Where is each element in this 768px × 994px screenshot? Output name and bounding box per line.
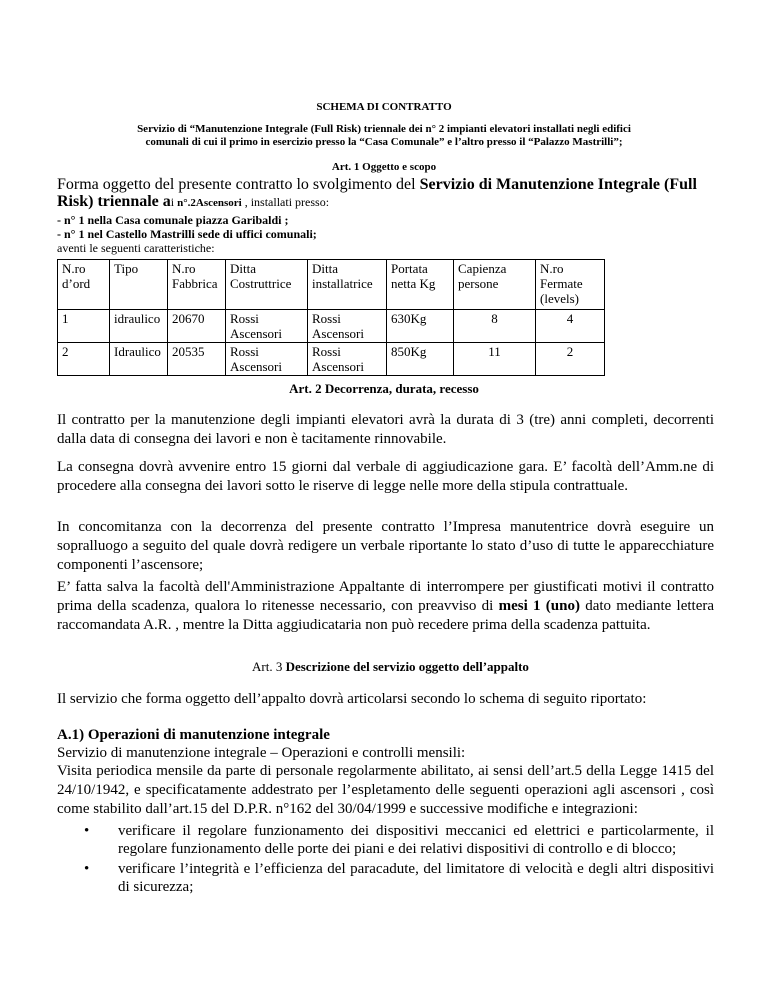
list-item-text: verificare il regolare funzionamento dei dispositivi meccanici ed elettrici e particolarmente, il regolare funzionamento delle porte dei piani e dei relativi dispositivi di controllo e di blocco; bbox=[118, 823, 714, 857]
a1-subheading: Servizio di manutenzione integrale – Operazioni e controlli mensili: bbox=[57, 745, 466, 761]
table-header-cell: N.ro Fermate (levels) bbox=[536, 260, 605, 310]
art2-p4-text: E’ fatta salva la facoltà dell'Amministrazione Appaltante di interrompere per giustificati motivi il contratto prima della scadenza, qualora lo ritenesse necessario, con preavviso di bbox=[57, 579, 714, 614]
art3-heading bbox=[252, 659, 529, 674]
table-cell: 11 bbox=[454, 343, 536, 376]
table-header-cell: Ditta installatrice bbox=[308, 260, 387, 310]
table-cell: idraulico bbox=[110, 310, 168, 343]
list-item-text: verificare l’integrità e l’efficienza del paracadute, del limitatore di velocità e degli altri dispositivi di sicurezza; bbox=[118, 861, 714, 895]
art1-item-1: - n° 1 nella Casa comunale piazza Garibaldi ; bbox=[57, 213, 289, 227]
operations-list bbox=[84, 822, 714, 898]
art2-paragraph-2: La consegna dovrà avvenire entro 15 giorni dal verbale di aggiudicazione gara. E’ facoltà dell’Amm.ne di procedere alla consegna dei lavori sotto le riserve di legge nelle more della stipula contrattuale. bbox=[57, 459, 714, 494]
table-cell: 8 bbox=[454, 310, 536, 343]
art1-line2-small: i bbox=[170, 195, 178, 209]
art1-intro-bold: Servizio di Manutenzione Integrale (Full bbox=[419, 176, 697, 193]
art2-paragraph-1: Il contratto per la manutenzione degli impianti elevatori avrà la durata di 3 (tre) anni completi, decorrenti dalla data di consegna dei lavori e non è tacitamente rinnovabile. bbox=[57, 412, 714, 447]
a1-body: Visita periodica mensile da parte di personale regolarmente abilitato, ai sensi dell’art.5 della Legge 1415 del 24/10/1942, e specificatamente addestrato per l’espletamento delle seguenti operazioni agli ascensori , così come stabilito dall’art.15 del D.P.R. n°162 del 30/04/1999 e successive modifiche e integrazioni: bbox=[57, 763, 714, 817]
table-cell: 20535 bbox=[168, 343, 226, 376]
document-subtitle-line-1: Servizio di “Manutenzione Integrale (Full Risk) triennale dei n° 2 impianti elevatori installati negli edifici bbox=[137, 123, 631, 135]
table-cell: 850Kg bbox=[387, 343, 454, 376]
art1-intro bbox=[57, 175, 757, 194]
art2-p4-rest: dato mediante lettera raccomandata A.R. , mentre la Ditta aggiudicataria non può recedere prima della scadenza pattuita. bbox=[57, 598, 714, 633]
art2-paragraph-3: In concomitanza con la decorrenza del presente contratto l’Impresa manutentrice dovrà eseguire un sopralluogo a seguito del quale dovrà redigere un verbale riportante lo stato d’uso di tutte le apparecchiature componenti l’ascensore; bbox=[57, 519, 714, 573]
a1-heading: A.1) Operazioni di manutenzione integrale bbox=[57, 727, 330, 743]
art1-line2 bbox=[57, 193, 757, 211]
table-cell: Idraulico bbox=[110, 343, 168, 376]
art3-paragraph-1: Il servizio che forma oggetto dell’appalto dovrà articolarsi secondo lo schema di seguito riportato: bbox=[57, 691, 647, 707]
art3-heading-title: Descrizione del servizio oggetto dell’appalto bbox=[285, 659, 529, 674]
table-header-cell: Ditta Costruttrice bbox=[226, 260, 308, 310]
elevators-table bbox=[57, 259, 605, 376]
table-cell: 630Kg bbox=[387, 310, 454, 343]
bullet-icon: • bbox=[84, 861, 90, 877]
art2-notice-period: mesi 1 (uno) bbox=[498, 598, 580, 614]
art2-paragraph-4 bbox=[57, 578, 714, 635]
table-header-cell: N.ro Fabbrica bbox=[168, 260, 226, 310]
table-cell: 1 bbox=[58, 310, 110, 343]
table-header-cell: N.ro d’ord bbox=[58, 260, 110, 310]
art2-heading: Art. 2 Decorrenza, durata, recesso bbox=[289, 381, 479, 396]
table-cell: Rossi Ascensori bbox=[226, 343, 308, 376]
art3-heading-label: Art. 3 bbox=[252, 659, 286, 674]
table-row bbox=[58, 343, 605, 376]
table-cell: 4 bbox=[536, 310, 605, 343]
table-cell: 2 bbox=[536, 343, 605, 376]
table-row bbox=[58, 310, 605, 343]
document-subtitle-line-2: comunali di cui il primo in esercizio presso la “Casa Comunale” e l’altro presso il “Palazzo Mastrilli”; bbox=[145, 136, 623, 148]
table-header-cell: Portata netta Kg bbox=[387, 260, 454, 310]
document-title: SCHEMA DI CONTRATTO bbox=[316, 101, 452, 113]
bullet-icon: • bbox=[84, 823, 90, 839]
art1-intro-text: Forma oggetto del presente contratto lo svolgimento del bbox=[57, 176, 420, 193]
table-cell: 2 bbox=[58, 343, 110, 376]
table-cell: Rossi Ascensori bbox=[226, 310, 308, 343]
art1-item-2: - n° 1 nel Castello Mastrilli sede di uffici comunali; bbox=[57, 227, 317, 241]
art1-line2-count: n°.2Ascensori bbox=[177, 197, 242, 209]
art1-line2-rest: , installati presso: bbox=[241, 195, 330, 209]
table-header-cell: Capienza persone bbox=[454, 260, 536, 310]
list-item bbox=[84, 822, 714, 858]
art1-characteristics: aventi le seguenti caratteristiche: bbox=[57, 241, 215, 255]
table-cell: Rossi Ascensori bbox=[308, 310, 387, 343]
list-item bbox=[84, 860, 714, 896]
art1-heading: Art. 1 Oggetto e scopo bbox=[331, 161, 437, 173]
table-header-cell: Tipo bbox=[110, 260, 168, 310]
table-cell: Rossi Ascensori bbox=[308, 343, 387, 376]
table-header-row bbox=[58, 260, 605, 310]
table-cell: 20670 bbox=[168, 310, 226, 343]
art1-line2-bold: Risk) triennale a bbox=[57, 193, 171, 210]
